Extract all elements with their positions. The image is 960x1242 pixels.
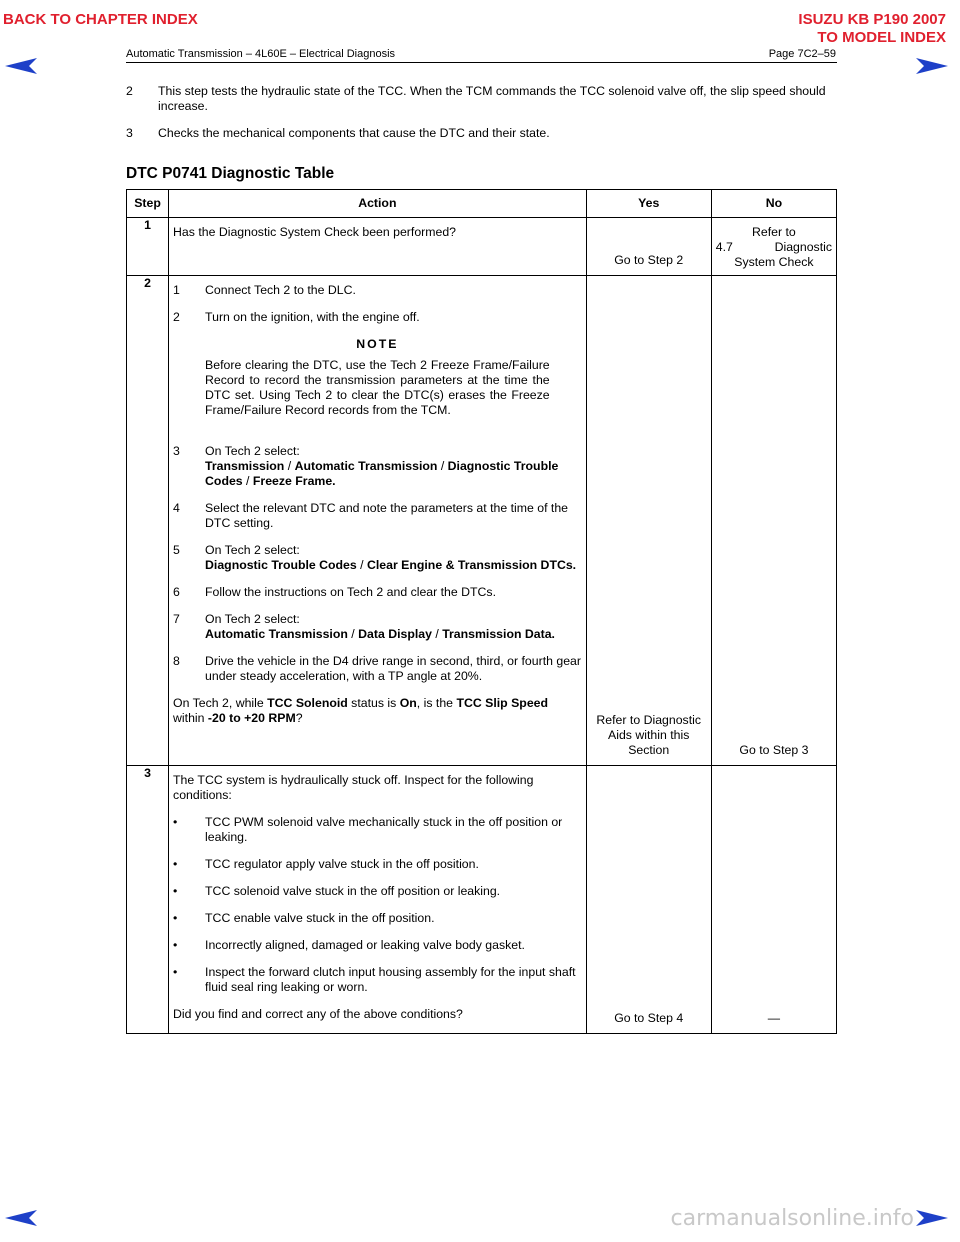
note-heading: NOTE bbox=[356, 337, 399, 351]
intro-item-2: 2 This step tests the hydraulic state of the TCC. When the TCM commands the TCC solenoid valve off, the slip speed should increase. bbox=[126, 84, 826, 113]
action-item: 8 Drive the vehicle in the D4 drive range in second, third, or fourth gear under steady acceleration, with a TP angle at 20%. bbox=[173, 654, 581, 683]
action-item: 1 Connect Tech 2 to the DLC. bbox=[173, 283, 356, 297]
step-number: 3 bbox=[127, 766, 169, 1034]
action-item: 3 On Tech 2 select: Transmission / Automatic Transmission / Diagnostic Trouble Codes / Freeze Frame. bbox=[173, 444, 559, 488]
header-rule bbox=[126, 62, 837, 63]
action-item: 5 On Tech 2 select: Diagnostic Trouble Codes / Clear Engine & Transmission DTCs. bbox=[173, 543, 577, 572]
model-title: ISUZU KB P190 2007 bbox=[798, 11, 946, 28]
table-row bbox=[127, 218, 837, 276]
step-question: On Tech 2, while TCC Solenoid status is On, is the TCC Slip Speed within -20 to +20 RPM? bbox=[173, 696, 549, 725]
list-item: • TCC solenoid valve stuck in the off position or leaking. bbox=[173, 884, 501, 898]
action-item: 7 On Tech 2 select: Automatic Transmission / Data Display / Transmission Data. bbox=[173, 612, 555, 641]
header-no: No bbox=[711, 190, 836, 218]
watermark: carmanualsonline.info bbox=[670, 1206, 914, 1231]
back-to-chapter-index-link[interactable]: BACK TO CHAPTER INDEX bbox=[3, 11, 198, 28]
action-cell: Has the Diagnostic System Check been performed? bbox=[169, 218, 587, 276]
page-number: Page 7C2–59 bbox=[768, 48, 836, 60]
action-item: 6 Follow the instructions on Tech 2 and clear the DTCs. bbox=[173, 585, 496, 599]
yes-cell: Go to Step 4 bbox=[586, 766, 711, 1034]
action-item: 4 Select the relevant DTC and note the parameters at the time of the DTC setting. bbox=[173, 501, 569, 530]
list-item: • TCC enable valve stuck in the off position. bbox=[173, 911, 435, 925]
next-page-arrow-icon[interactable] bbox=[914, 56, 950, 76]
list-item: • TCC PWM solenoid valve mechanically stuck in the off position or leaking. bbox=[173, 815, 563, 844]
header-yes: Yes bbox=[586, 190, 711, 218]
previous-page-arrow-icon[interactable] bbox=[3, 56, 39, 76]
no-cell: Go to Step 3 bbox=[711, 276, 836, 766]
table-row bbox=[127, 766, 837, 1034]
table-title: DTC P0741 Diagnostic Table bbox=[126, 165, 335, 182]
table-row bbox=[127, 276, 837, 766]
yes-cell: Refer to Diagnostic Aids within this Section bbox=[586, 276, 711, 766]
no-cell: — bbox=[711, 766, 836, 1034]
action-cell: The TCC system is hydraulically stuck off. Inspect for the following conditions: • TCC PWM solenoid valve mechanically stuck in the off position or leaking. • TCC regulator apply valve stuck in the off position. • TCC solenoid valve stuck in the off position or leaking. • TCC enable valve stuck in the off position. • Incorrectly aligned, damaged or leaking valve body gasket. • Inspect the forward clutch input housing assembly for the input shaft fluid seal ring leaking or worn. Did you find and correct any of the above conditions? bbox=[169, 766, 587, 1034]
table-header-row bbox=[127, 190, 837, 218]
running-header-title: Automatic Transmission – 4L60E – Electrical Diagnosis bbox=[126, 48, 396, 60]
diagnostic-table bbox=[126, 189, 837, 1034]
yes-cell: Go to Step 2 bbox=[586, 218, 711, 276]
action-cell bbox=[169, 276, 587, 766]
action-item: 2 Turn on the ignition, with the engine off. bbox=[173, 310, 420, 324]
header-action: Action bbox=[169, 190, 587, 218]
header-step: Step bbox=[127, 190, 169, 218]
no-cell: Refer to 4.7 Diagnostic System Check bbox=[711, 218, 836, 276]
previous-page-arrow-icon[interactable] bbox=[3, 1208, 39, 1228]
step-number: 1 bbox=[127, 218, 169, 276]
next-page-arrow-icon[interactable] bbox=[914, 1208, 950, 1228]
note-body: Before clearing the DTC, use the Tech 2 Freeze Frame/Failure Record to record the transmission parameters at the time the DTC set. Using Tech 2 to clear the DTC(s) erases the Freeze Frame/Failure Record records from the TCM. bbox=[205, 358, 550, 417]
step-number: 2 bbox=[127, 276, 169, 766]
intro-item-3: 3 Checks the mechanical components that cause the DTC and their state. bbox=[126, 126, 550, 140]
list-item: • Incorrectly aligned, damaged or leaking valve body gasket. bbox=[173, 938, 525, 952]
list-item: • Inspect the forward clutch input housing assembly for the input shaft fluid seal ring leaking or worn. bbox=[173, 965, 576, 994]
list-item: • TCC regulator apply valve stuck in the off position. bbox=[173, 857, 479, 871]
step-question: Did you find and correct any of the above conditions? bbox=[173, 1007, 463, 1021]
to-model-index-link[interactable]: TO MODEL INDEX bbox=[817, 29, 946, 46]
